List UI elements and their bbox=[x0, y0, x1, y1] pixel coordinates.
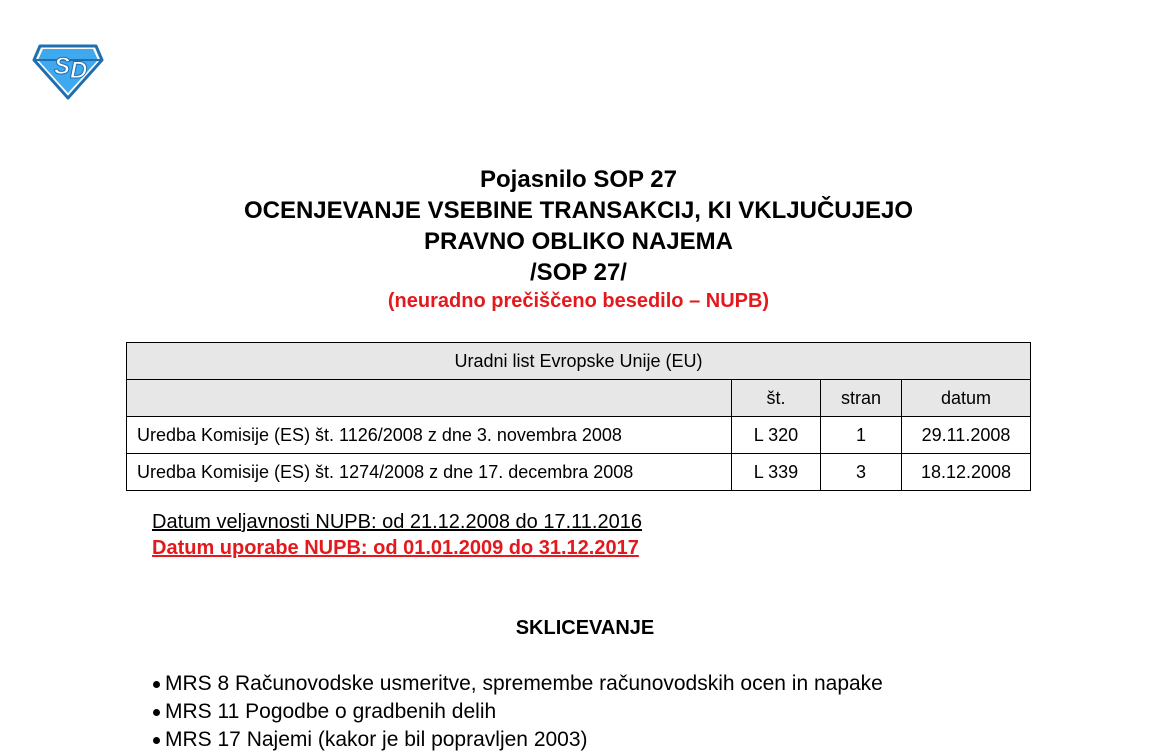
svg-text:S: S bbox=[54, 53, 71, 80]
list-item-text: MRS 17 Najemi (kakor je bil popravljen 2003) bbox=[165, 728, 588, 751]
regulation-cell: Uredba Komisije (ES) št. 1126/2008 z dne 3. novembra 2008 bbox=[127, 417, 732, 454]
column-header-number: št. bbox=[732, 380, 821, 417]
validity-date-line: Datum veljavnosti NUPB: od 21.12.2008 do 17.11.2016 bbox=[152, 511, 642, 533]
page-cell: 1 bbox=[821, 417, 902, 454]
section-heading: SKLICEVANJE bbox=[515, 617, 655, 639]
page-cell: 3 bbox=[821, 454, 902, 491]
official-journal-table bbox=[126, 342, 1031, 491]
bullet-icon bbox=[153, 709, 160, 716]
regulation-cell: Uredba Komisije (ES) št. 1274/2008 z dne 17. decembra 2008 bbox=[127, 454, 732, 491]
bullet-icon bbox=[153, 681, 160, 688]
application-date-line: Datum uporabe NUPB: od 01.01.2009 do 31.12.2017 bbox=[152, 537, 639, 559]
table-columns-row bbox=[127, 380, 1031, 417]
table-row bbox=[127, 417, 1031, 454]
document-title bbox=[0, 164, 1157, 314]
bullet-icon bbox=[153, 737, 160, 744]
list-item-text: MRS 8 Računovodske usmeritve, spremembe računovodskih ocen in napake bbox=[165, 672, 883, 695]
table-header: Uradni list Evropske Unije (EU) bbox=[127, 343, 1031, 380]
title-line-4: /SOP 27/ bbox=[530, 259, 627, 286]
reference-list bbox=[150, 670, 883, 754]
title-subtitle: (neuradno prečiščeno besedilo – NUPB) bbox=[387, 290, 770, 312]
title-line-3: PRAVNO OBLIKO NAJEMA bbox=[424, 228, 733, 255]
diamond-logo-icon bbox=[32, 40, 104, 100]
list-item bbox=[150, 670, 883, 698]
column-header-page: stran bbox=[821, 380, 902, 417]
table-row bbox=[127, 454, 1031, 491]
logo bbox=[32, 40, 104, 100]
title-line-1: Pojasnilo SOP 27 bbox=[480, 166, 677, 193]
svg-text:D: D bbox=[70, 57, 88, 84]
number-cell: L 320 bbox=[732, 417, 821, 454]
list-item bbox=[150, 726, 883, 754]
list-item bbox=[150, 698, 883, 726]
validity-dates bbox=[152, 509, 642, 561]
date-cell: 29.11.2008 bbox=[902, 417, 1031, 454]
column-header-date: datum bbox=[902, 380, 1031, 417]
column-header-regulation bbox=[127, 380, 732, 417]
number-cell: L 339 bbox=[732, 454, 821, 491]
table-header-row bbox=[127, 343, 1031, 380]
title-line-2: OCENJEVANJE VSEBINE TRANSAKCIJ, KI VKLJUČUJEJO bbox=[243, 197, 914, 224]
list-item-text: MRS 11 Pogodbe o gradbenih delih bbox=[165, 700, 497, 723]
date-cell: 18.12.2008 bbox=[902, 454, 1031, 491]
